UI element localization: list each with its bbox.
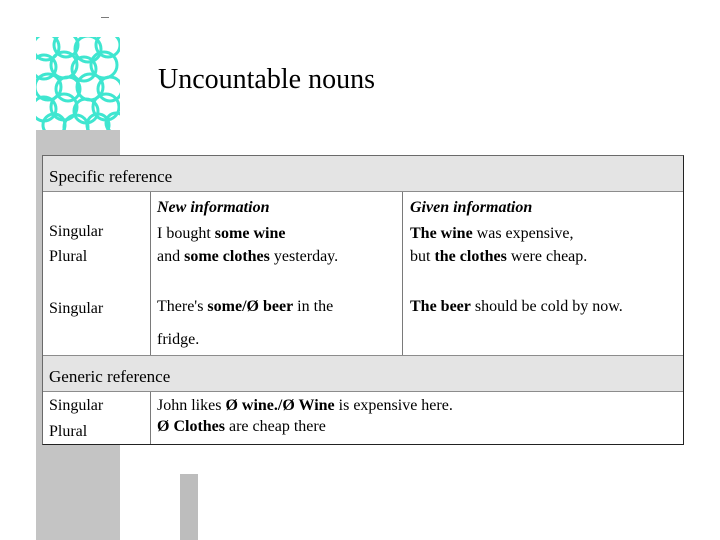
new-info-beer-sentence: There's some/Ø beer in the <box>157 298 334 315</box>
new-info-sentence-2: and some clothes yesterday. <box>157 248 339 265</box>
generic-reference-header: Generic reference <box>43 355 683 392</box>
decorative-dash <box>101 17 109 18</box>
column-divider <box>150 192 151 355</box>
column-divider <box>402 192 403 355</box>
slide-title: Uncountable nouns <box>158 64 375 95</box>
column-divider <box>150 392 151 444</box>
new-info-beer-continuation: fridge. <box>157 331 200 348</box>
interlocking-circles-icon <box>36 37 120 130</box>
specific-reference-header: Specific reference <box>43 156 683 192</box>
reference-table <box>42 155 684 445</box>
row-label-plural: Plural <box>49 248 88 265</box>
given-info-beer-sentence: The beer should be cold by now. <box>410 298 623 315</box>
generic-sentence-1: John likes Ø wine./Ø Wine is expensive here. <box>157 397 453 414</box>
new-info-sentence-1: I bought some wine <box>157 225 286 242</box>
given-info-sentence-1: The wine was expensive, <box>410 225 574 242</box>
generic-sentence-2: Ø Clothes are cheap there <box>157 418 326 435</box>
decorative-bottom-bar <box>180 474 198 540</box>
row-label-singular: Singular <box>49 223 104 240</box>
row-label-singular: Singular <box>49 397 104 414</box>
given-info-sentence-2: but the clothes were cheap. <box>410 248 588 265</box>
row-label-singular: Singular <box>49 300 104 317</box>
given-information-heading: Given information <box>410 199 533 216</box>
row-label-plural: Plural <box>49 423 88 440</box>
new-information-heading: New information <box>157 199 270 216</box>
